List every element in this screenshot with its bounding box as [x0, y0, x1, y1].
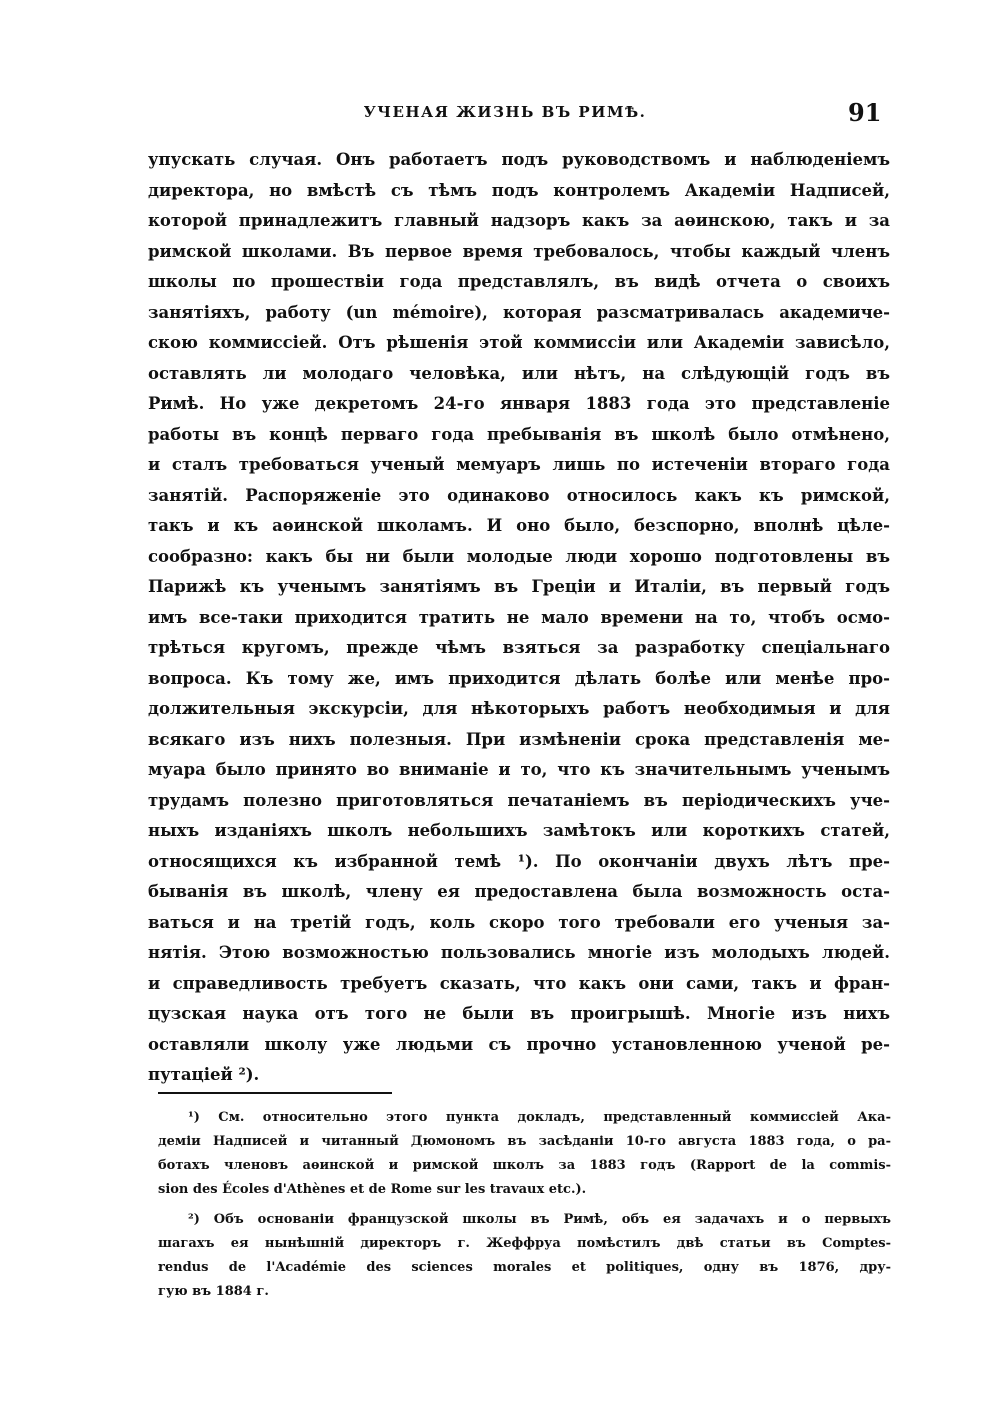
- body-line: имъ все-таки приходится тратить не мало времени на то, чтобъ осмо-: [148, 607, 890, 627]
- body-line: занятій. Распоряженіе это одинаково относилось какъ къ римской,: [148, 485, 890, 505]
- body-line: должительныя экскурсіи, для нѣкоторыхъ работъ необходимыя и для: [148, 699, 890, 718]
- body-line: занятіяхъ, работу (un mémoire), которая разсматривалась академиче-: [148, 302, 890, 322]
- body-line: ваться и на третій годъ, коль скоро того требовали его ученыя за-: [148, 912, 890, 932]
- footnote-2-line: ²) Объ основаніи французской школы въ Римѣ, объ ея задачахъ и о первыхъ: [188, 1212, 891, 1227]
- body-line: цузская наука отъ того не были въ проигрышѣ. Многіе изъ нихъ: [148, 1004, 890, 1023]
- body-line: Парижѣ къ ученымъ занятіямъ въ Греціи и Италіи, въ первый годъ: [148, 577, 890, 596]
- footnote-1-line: деміи Надписей и читанный Дюмономъ въ засѣданіи 10-го августа 1883 года, о ра-: [158, 1134, 891, 1149]
- body-line: и справедливость требуетъ сказать, что какъ они сами, такъ и фран-: [148, 973, 890, 993]
- footnote-2-line: rendus de l'Académie des sciences morales et politiques, одну въ 1876, дру-: [158, 1260, 891, 1275]
- body-line: вопроса. Къ тому же, имъ приходится дѣлать болѣе или менѣе про-: [148, 668, 890, 688]
- body-line: всякаго изъ нихъ полезныя. При измѣненіи срока представленія ме-: [148, 729, 890, 749]
- footnote-2-line: гую въ 1884 г.: [158, 1284, 269, 1299]
- body-line: римской школами. Въ первое время требовалось, чтобы каждый членъ: [148, 241, 890, 261]
- body-line: путаціей ²).: [148, 1065, 260, 1084]
- footnote-1-line: ботахъ членовъ аѳинской и римской школъ за 1883 годъ (Rapport de la commis-: [158, 1158, 891, 1173]
- body-line: нятія. Этою возможностью пользовались многіе изъ молодыхъ людей.: [148, 943, 890, 962]
- body-line: сообразно: какъ бы ни были молодые люди хорошо подготовлены въ: [148, 546, 890, 566]
- body-line: упускать случая. Онъ работаетъ подъ руководствомъ и наблюденіемъ: [148, 150, 890, 169]
- body-line: быванія въ школѣ, члену ея предоставлена была возможность оста-: [148, 882, 890, 901]
- footnotes: [158, 1106, 891, 1304]
- page-number: 91: [848, 98, 882, 127]
- footnote-separator: [158, 1092, 392, 1094]
- body-text: [148, 145, 890, 1091]
- body-line: директора, но вмѣстѣ съ тѣмъ подъ контролемъ Академіи Надписей,: [148, 180, 890, 200]
- running-title: УЧЕНАЯ ЖИЗНЬ ВЪ РИМѢ.: [363, 103, 647, 121]
- body-line: муара было принято во вниманіе и то, что къ значительнымъ ученымъ: [148, 760, 890, 779]
- body-line: трудамъ полезно приготовляться печатаніемъ въ періодическихъ уче-: [148, 790, 890, 810]
- body-line: оставлять ли молодаго человѣка, или нѣтъ, на слѣдующій годъ въ: [148, 363, 890, 383]
- body-line: Римѣ. Но уже декретомъ 24-го января 1883 года это представленіе: [148, 394, 890, 413]
- body-line: трѣться кругомъ, прежде чѣмъ взяться за разработку спеціальнаго: [148, 638, 890, 657]
- footnote-1-line: sion des Écoles d'Athènes et de Rome sur les travaux etc.).: [158, 1182, 587, 1197]
- body-line: которой принадлежитъ главный надзоръ какъ за аѳинскою, такъ и за: [148, 211, 890, 230]
- body-line: такъ и къ аѳинской школамъ. И оно было, безспорно, вполнѣ цѣле-: [148, 516, 890, 535]
- body-line: скою коммиссіей. Отъ рѣшенія этой коммиссіи или Академіи зависѣло,: [148, 333, 890, 352]
- body-line: и сталъ требоваться ученый мемуаръ лишь по истеченіи втораго года: [148, 455, 890, 474]
- body-line: оставляли школу уже людьми съ прочно установленною ученой ре-: [148, 1034, 890, 1054]
- footnote-2-line: шагахъ ея нынѣшній директоръ г. Жеффруа помѣстилъ двѣ статьи въ Comptes-: [158, 1236, 891, 1251]
- body-line: школы по прошествіи года представлялъ, въ видѣ отчета о своихъ: [148, 272, 890, 291]
- footnote-1-line: ¹) См. относительно этого пункта докладъ, представленный коммиссіей Ака-: [188, 1110, 891, 1125]
- body-line: работы въ концѣ перваго года пребыванія въ школѣ было отмѣнено,: [148, 424, 890, 444]
- body-line: относящихся къ избранной темѣ ¹). По окончаніи двухъ лѣтъ пре-: [148, 851, 890, 871]
- body-line: ныхъ изданіяхъ школъ небольшихъ замѣтокъ или короткихъ статей,: [148, 821, 890, 840]
